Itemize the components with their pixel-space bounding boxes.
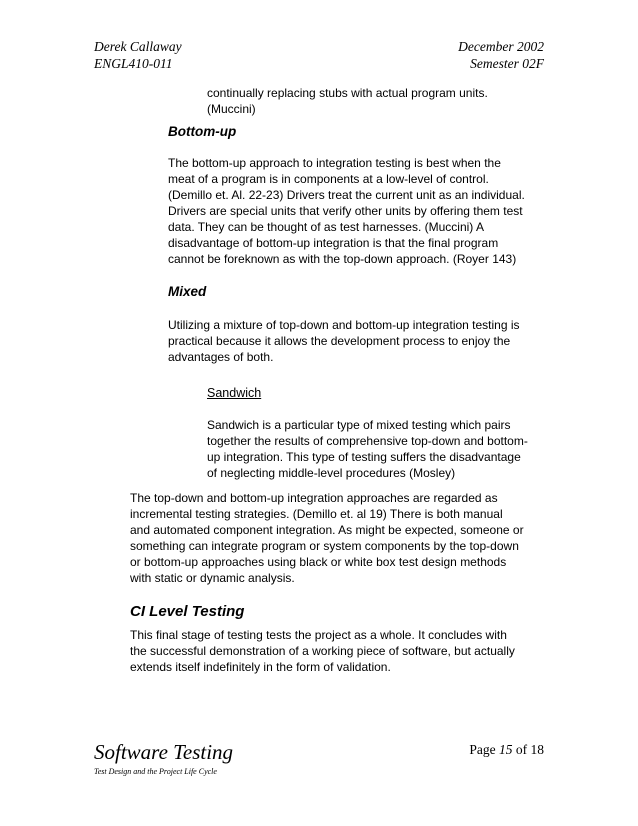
text-line: the successful demonstration of a working piece of software, but actually: [130, 644, 515, 658]
footer-title: Software Testing: [94, 740, 234, 764]
text-line: Sandwich is a particular type of mixed testing which pairs: [207, 418, 511, 432]
incremental-paragraph: [130, 490, 524, 586]
text-line: extends itself indefinitely in the form of validation.: [130, 660, 391, 674]
text-line: or bottom-up approaches using black or white box test design methods: [130, 555, 507, 569]
text-line: data. They can be thought of as test harnesses. (Muccini) A: [168, 220, 484, 234]
text-line: advantages of both.: [168, 350, 274, 364]
header-left: [94, 38, 182, 72]
text-line: continually replacing stubs with actual program units.: [207, 86, 488, 100]
page-prefix: Page: [469, 742, 499, 757]
text-line: up integration. This type of testing suffers the disadvantage: [207, 450, 521, 464]
text-line: something can integrate program or system components by the top-down: [130, 539, 519, 553]
text-line: of neglecting middle-level procedures (Mosley): [207, 466, 456, 480]
bottom-up-heading: Bottom-up: [168, 124, 237, 139]
text-line: (Demillo et. Al. 22-23) Drivers treat the current unit as an individual.: [168, 188, 525, 202]
text-line: practical because it allows the development process to enjoy the: [168, 334, 511, 348]
text-line: Drivers are special units that verify other units by offering them test: [168, 204, 523, 218]
ci-level-paragraph: [130, 627, 515, 675]
text-line: together the results of comprehensive top-down and bottom-: [207, 434, 528, 448]
text-line: This final stage of testing tests the project as a whole. It concludes with: [130, 628, 507, 642]
sandwich-paragraph: [207, 417, 528, 481]
text-line: cannot be foreknown as with the top-down approach. (Royer 143): [168, 252, 517, 266]
page-total: 18: [530, 742, 544, 757]
bottom-up-paragraph: [168, 155, 525, 267]
intro-paragraph: [207, 85, 488, 117]
text-line: incremental testing strategies. (Demillo et. al 19) There is both manual: [130, 507, 503, 521]
page-number: [469, 742, 544, 758]
text-line: disadvantage of bottom-up integration is that the final program: [168, 236, 499, 250]
text-line: with static or dynamic analysis.: [130, 571, 295, 585]
semester-text: Semester 02F: [470, 56, 544, 71]
page-of: of: [512, 742, 531, 757]
ci-level-heading: CI Level Testing: [130, 603, 245, 620]
footer-subtitle: Test Design and the Project Life Cycle: [94, 767, 217, 776]
course-code: ENGL410-011: [94, 56, 173, 71]
date-text: December 2002: [458, 39, 544, 54]
mixed-paragraph: [168, 317, 520, 365]
mixed-heading: Mixed: [168, 284, 207, 299]
author-name: Derek Callaway: [94, 39, 182, 54]
header-right: [458, 38, 544, 72]
text-line: Utilizing a mixture of top-down and bottom-up integration testing is: [168, 318, 520, 332]
text-line: and automated component integration. As might be expected, someone or: [130, 523, 524, 537]
text-line: The bottom-up approach to integration testing is best when the: [168, 156, 501, 170]
page-current: 15: [499, 742, 513, 757]
text-line: (Muccini): [207, 102, 256, 116]
text-line: meat of a program is in components at a low-level of control.: [168, 172, 489, 186]
sandwich-heading: Sandwich: [207, 386, 262, 400]
text-line: The top-down and bottom-up integration approaches are regarded as: [130, 491, 498, 505]
